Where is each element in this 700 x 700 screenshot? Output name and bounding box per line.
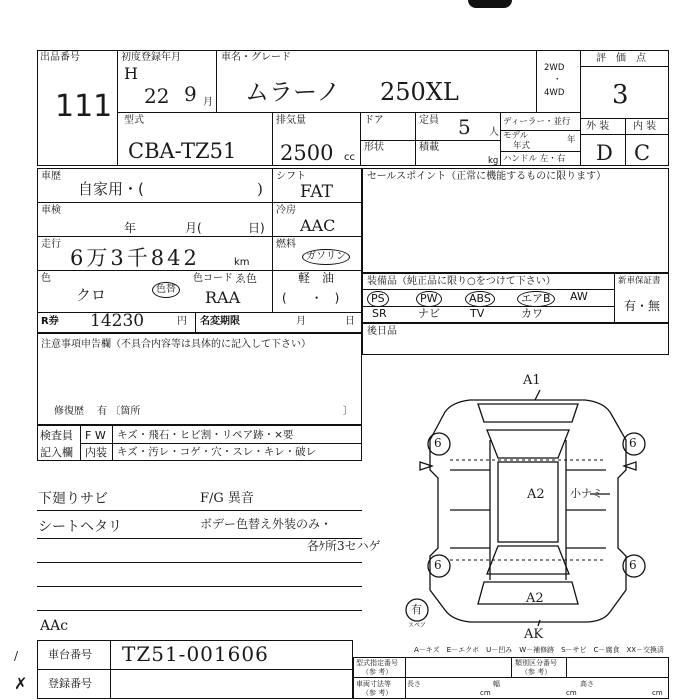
capacity-value: 5	[458, 115, 471, 139]
repair-close: 〕	[343, 406, 353, 417]
warranty-value: 有・無	[624, 299, 661, 313]
note-5: 各ｹ所3セハゲ	[307, 539, 381, 553]
equipment-circle: エアB	[517, 291, 555, 307]
form2b-label: （参 考）	[521, 668, 552, 676]
insp-year: 年	[124, 221, 137, 235]
entry-label: 記入欄	[40, 446, 73, 459]
tire-fr: 6	[629, 436, 637, 450]
equipment-item: ナビ	[418, 307, 440, 320]
lot-no-label: 出品番号	[40, 52, 80, 63]
equipment-circle: PW	[416, 291, 442, 307]
ac-value: AAC	[300, 216, 336, 235]
naisou-label: 内装	[85, 446, 107, 459]
note-left: AAc	[40, 618, 69, 634]
history-close: )	[257, 180, 263, 198]
exterior-value: D	[596, 141, 613, 165]
door-label: ドア	[364, 115, 384, 126]
diagram-a2-bottom: A2	[526, 591, 544, 606]
reg-month-unit: 月	[203, 97, 213, 108]
fuel-other: 軽 油	[298, 271, 335, 285]
reg-year: 22	[144, 84, 170, 108]
yen-label: 円	[177, 316, 187, 327]
history-value: 自家用・(	[78, 180, 144, 198]
car-name-value: ムラーノ	[245, 78, 341, 106]
r-ken-label: R券	[41, 316, 59, 327]
interior-value: C	[634, 141, 651, 165]
exterior-label: 外 装	[586, 121, 610, 132]
tire-rl: 6	[434, 558, 442, 572]
form2-label: 類別区分番号	[515, 659, 557, 667]
insp-month: 月(	[185, 221, 202, 235]
interior-label: 内 装	[633, 121, 657, 132]
hand-mark-tick: /	[14, 649, 19, 663]
cm-2: cm	[566, 689, 577, 697]
meigi-label: 名変期限	[200, 316, 240, 327]
persons-label: 人	[489, 127, 499, 138]
wd4-label: 4WD	[544, 88, 565, 98]
history-label: 車歴	[41, 171, 61, 182]
model-year-label: モデル	[503, 131, 529, 141]
shift-value: FAT	[300, 182, 334, 202]
wd-dot: ・	[553, 75, 562, 85]
equipment-item: SR	[372, 307, 387, 320]
damage-legend: A－キズ E－エクボ U－凹み W－補修跡 S－サビ C－腐食 XX－交換済	[414, 646, 665, 654]
equipment-item: カワ	[521, 307, 543, 320]
chassis-value: TZ51-001606	[122, 642, 269, 666]
divider	[353, 677, 669, 678]
note-1: 下廻りサビ	[38, 491, 108, 507]
cc-label: cc	[344, 152, 355, 163]
load-label: 積載	[419, 142, 439, 153]
r-ken-value: 14230	[90, 311, 145, 331]
meigi-month: 月	[296, 316, 306, 327]
mileage-label: 走行	[41, 239, 61, 250]
color-code-label: 色コード	[193, 273, 233, 284]
cm-1: cm	[480, 689, 491, 697]
diagram-a1: A1	[523, 373, 541, 388]
cm-3: cm	[652, 689, 663, 697]
divider	[566, 657, 567, 677]
rear-items-label: 後日品	[367, 326, 397, 337]
wd2-label: 2WD	[544, 63, 565, 73]
handle-label: ハンドル 左・右	[503, 154, 566, 164]
divider	[511, 657, 512, 677]
insp-day: 日)	[248, 221, 265, 235]
km-label: km	[234, 257, 250, 268]
reg-no-label: 登録番号	[48, 677, 92, 690]
repair-label: 修復歴 有 〔箇所	[54, 406, 141, 417]
equipment-item: TV	[470, 307, 485, 320]
meigi-day: 日	[345, 316, 355, 327]
lot-no-value: 111	[55, 89, 113, 124]
color-code-value: RAA	[205, 288, 241, 307]
year-unit: 年	[567, 135, 576, 145]
mileage-value: 6万3千842	[70, 246, 200, 270]
diagram-namimi: 小ナミ	[570, 487, 603, 500]
fuel-bracket: ( ・ )	[282, 291, 340, 305]
width-label: 幅	[493, 680, 500, 688]
divider	[110, 640, 111, 699]
rating-value: 3	[612, 80, 629, 110]
hand-mark-x: ✗	[14, 674, 28, 693]
tire-fl: 6	[434, 436, 442, 450]
length-label: 長さ	[407, 680, 421, 688]
first-reg-label: 初度登録年月	[121, 52, 181, 63]
form1-label: 型式指定番号	[356, 659, 398, 667]
form1b-label: （参 考）	[362, 668, 393, 676]
displacement-value: 2500	[280, 141, 334, 165]
note-4: ボデー色替え外装のみ・	[200, 517, 333, 531]
fw-items: キズ・飛石・ヒビ割・リペア跡・×要	[117, 429, 294, 441]
dims-label: 車両寸法等	[356, 680, 391, 688]
kg-label: kg	[488, 156, 499, 166]
equipment-circle: PS	[367, 291, 389, 307]
grade-value: 250XL	[380, 78, 459, 106]
reg-era: H	[124, 64, 138, 83]
tire-rr: 6	[629, 558, 637, 572]
car-name-label: 車名・グレード	[221, 52, 291, 63]
spare-value: 有	[411, 603, 422, 616]
diagram-a2-top: A2	[527, 487, 545, 502]
equipment-label: 装備品（純正品に限り○をつけて下さい）	[367, 276, 556, 287]
sales-point-label: セールスポイント（正常に機能するものに限ります）	[367, 171, 607, 182]
rating-label: 評 価 点	[596, 53, 646, 64]
fuel-gasoline-circle: ガソリン	[302, 249, 350, 265]
capacity-label: 定員	[419, 115, 439, 126]
shape-label: 形状	[364, 142, 384, 153]
height-label: 高さ	[580, 680, 594, 688]
note-2: シートヘタリ	[38, 519, 122, 535]
displacement-label: 排気量	[276, 115, 306, 126]
equipment-circle: ABS	[465, 291, 495, 307]
model-year-label2: 年式	[513, 141, 531, 151]
equipment-item: AW	[570, 290, 588, 303]
diagram-ak: AK	[524, 627, 544, 642]
dealer-label: ディーラー・並行	[503, 117, 571, 127]
color-change-circle: 色替	[152, 282, 180, 298]
fuel-label: 燃料	[276, 239, 296, 250]
fw-label: F W	[85, 429, 106, 442]
notes-label: 注意事項申告欄（不具合内容等は具体的に記入して下さい）	[41, 339, 311, 350]
note-3: F/G 異音	[200, 491, 254, 506]
spare-label: スペア	[408, 622, 427, 629]
ac-label: 冷房	[276, 205, 296, 216]
color-value: クロ	[76, 286, 107, 304]
reg-month: 9	[184, 82, 197, 106]
inspection-label: 車検	[41, 205, 61, 216]
color-label: 色	[41, 273, 51, 284]
model-label: 型式	[124, 115, 144, 126]
inspector-label: 検査員	[40, 429, 73, 442]
chassis-label: 車台番号	[48, 648, 92, 661]
shift-label: シフト	[276, 171, 306, 182]
naisou-items: キズ・汚レ・コゲ・穴・スレ・キレ・破レ	[117, 446, 317, 458]
model-value: CBA-TZ51	[128, 139, 237, 163]
divider	[37, 669, 353, 670]
divider	[405, 657, 406, 699]
warranty-label: 新車保証書	[618, 276, 661, 286]
color-note: ゑ色	[235, 272, 257, 285]
dims-b-label: （参 考）	[362, 689, 393, 697]
